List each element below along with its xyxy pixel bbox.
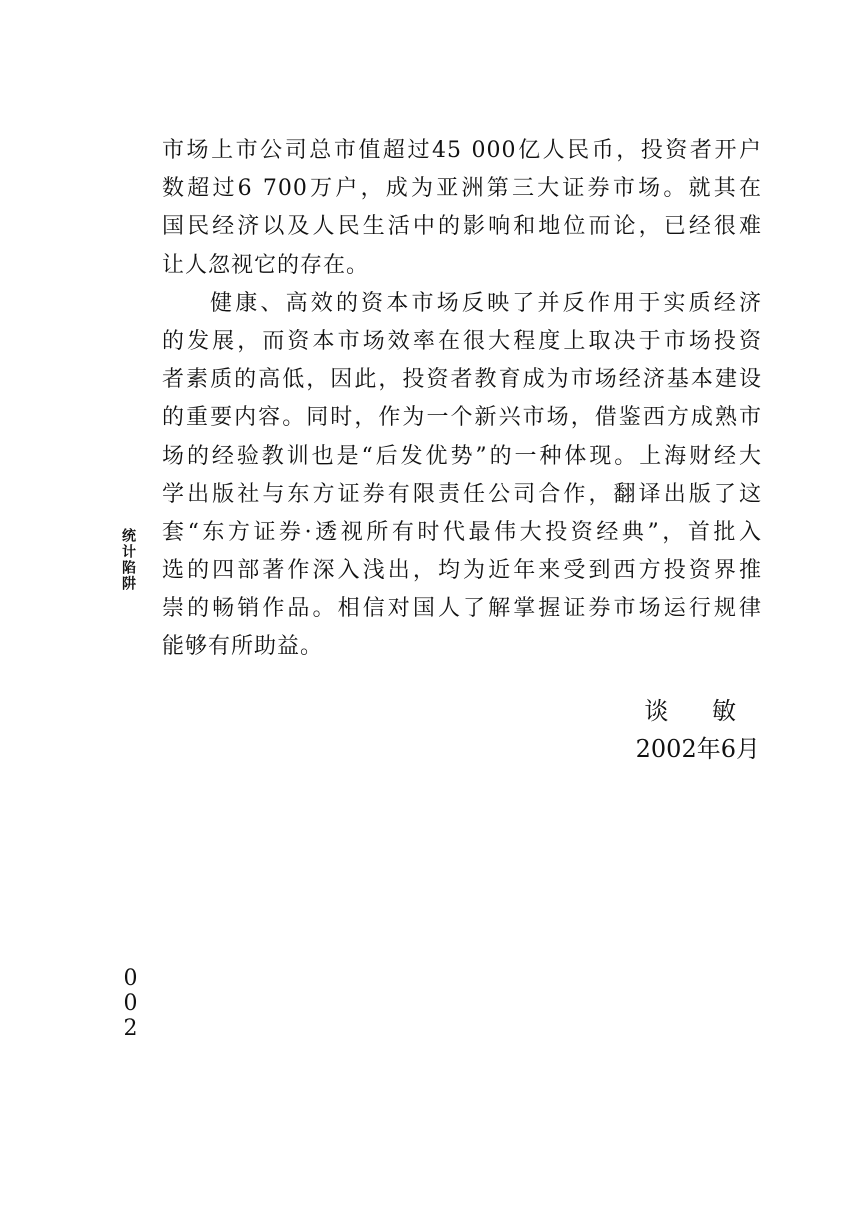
- signature-block: [600, 693, 760, 767]
- preface-body: [162, 132, 762, 667]
- text-line: 崇的畅销作品。相信对国人了解掌握证券市场运行规律: [162, 596, 762, 622]
- running-header-book-title: 统计陷阱: [120, 528, 136, 592]
- text-line: 选的四部著作深入浅出，均为近年来受到西方投资界推: [162, 558, 762, 584]
- text-line: 学出版社与东方证券有限责任公司合作，翻译出版了这: [162, 481, 762, 507]
- text-line: 的重要内容。同时，作为一个新兴市场，借鉴西方成熟市: [162, 405, 762, 431]
- text-line: 的发展，而资本市场效率在很大程度上取决于市场投资: [162, 328, 762, 354]
- text-line: 能够有所助益。: [162, 634, 324, 660]
- author-name: 谈 敏: [644, 697, 754, 725]
- text-line: 让人忽视它的存在。: [162, 252, 370, 278]
- text-line: 数超过6 700万户，成为亚洲第三大证券市场。就其在: [162, 176, 762, 202]
- text-line: 国民经济以及人民生活中的影响和地位而论，已经很难: [162, 214, 762, 240]
- page-number: 002: [118, 966, 143, 1041]
- text-line: 者素质的高低，因此，投资者教育成为市场经济基本建设: [162, 367, 762, 393]
- text-line: 健康、高效的资本市场反映了并反作用于实质经济: [210, 290, 762, 316]
- text-line: 套“东方证券·透视所有时代最伟大投资经典”，首批入: [162, 519, 762, 545]
- text-line: 市场上市公司总市值超过45 000亿人民币，投资者开户: [162, 138, 762, 163]
- author-date: 2002年6月: [635, 735, 760, 763]
- text-line: 场的经验教训也是“后发优势”的一种体现。上海财经大: [162, 443, 762, 469]
